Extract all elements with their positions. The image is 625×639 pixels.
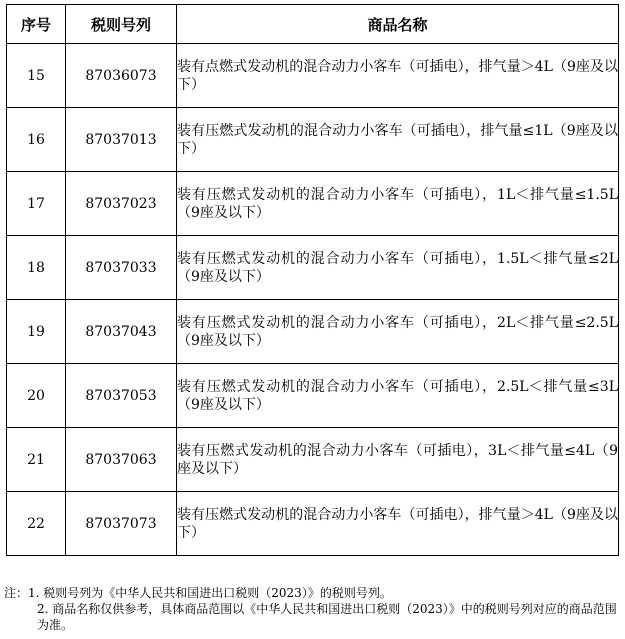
cell-tariff-code: 87037043 (66, 300, 177, 364)
table-row (7, 364, 619, 428)
header-serial-no: 序号 (7, 5, 66, 44)
cell-tariff-code: 87037033 (66, 236, 177, 300)
footnote-prefix: 注： (4, 586, 29, 600)
cell-product-name: 装有压燃式发动机的混合动力小客车（可插电），1.5L＜排气量≤2L（9座及以下） (177, 236, 619, 300)
cell-tariff-code: 87037073 (66, 492, 177, 556)
cell-serial-no: 16 (7, 108, 66, 172)
footnote-text: 1. 税则号列为《中华人民共和国进出口税则（2023）》的税则号列。 (28, 586, 392, 600)
cell-product-name: 装有压燃式发动机的混合动力小客车（可插电），3L＜排气量≤4L（9座及以下） (177, 428, 619, 492)
cell-product-name: 装有压燃式发动机的混合动力小客车（可插电），1L＜排气量≤1.5L（9座及以下） (177, 172, 619, 236)
cell-tariff-code: 87037023 (66, 172, 177, 236)
table-header-row (7, 5, 619, 44)
cell-tariff-code: 87037053 (66, 364, 177, 428)
cell-product-name: 装有压燃式发动机的混合动力小客车（可插电），2L＜排气量≤2.5L（9座及以下） (177, 300, 619, 364)
tariff-table (6, 4, 619, 556)
header-product-name: 商品名称 (177, 5, 619, 44)
cell-serial-no: 20 (7, 364, 66, 428)
cell-product-name: 装有点燃式发动机的混合动力小客车（可插电），排气量＞4L（9座及以下） (177, 44, 619, 108)
footnote-1 (4, 585, 618, 601)
cell-tariff-code: 87036073 (66, 44, 177, 108)
cell-serial-no: 21 (7, 428, 66, 492)
table-row (7, 300, 619, 364)
cell-serial-no: 15 (7, 44, 66, 108)
table-row (7, 108, 619, 172)
cell-tariff-code: 87037013 (66, 108, 177, 172)
table-row (7, 236, 619, 300)
table-row (7, 44, 619, 108)
cell-tariff-code: 87037063 (66, 428, 177, 492)
cell-product-name: 装有压燃式发动机的混合动力小客车（可插电），排气量＞4L（9座及以下） (177, 492, 619, 556)
cell-serial-no: 17 (7, 172, 66, 236)
footnote-2: 2. 商品名称仅供参考，具体商品范围以《中华人民共和国进出口税则（2023）》中的税则号列对应的商品范围为准。 (37, 602, 617, 632)
footnotes (4, 585, 618, 633)
cell-serial-no: 19 (7, 300, 66, 364)
header-tariff-code: 税则号列 (66, 5, 177, 44)
cell-serial-no: 18 (7, 236, 66, 300)
table-row (7, 172, 619, 236)
cell-serial-no: 22 (7, 492, 66, 556)
cell-product-name: 装有压燃式发动机的混合动力小客车（可插电），排气量≤1L（9座及以下） (177, 108, 619, 172)
table-row (7, 428, 619, 492)
table-row (7, 492, 619, 556)
cell-product-name: 装有压燃式发动机的混合动力小客车（可插电），2.5L＜排气量≤3L（9座及以下） (177, 364, 619, 428)
